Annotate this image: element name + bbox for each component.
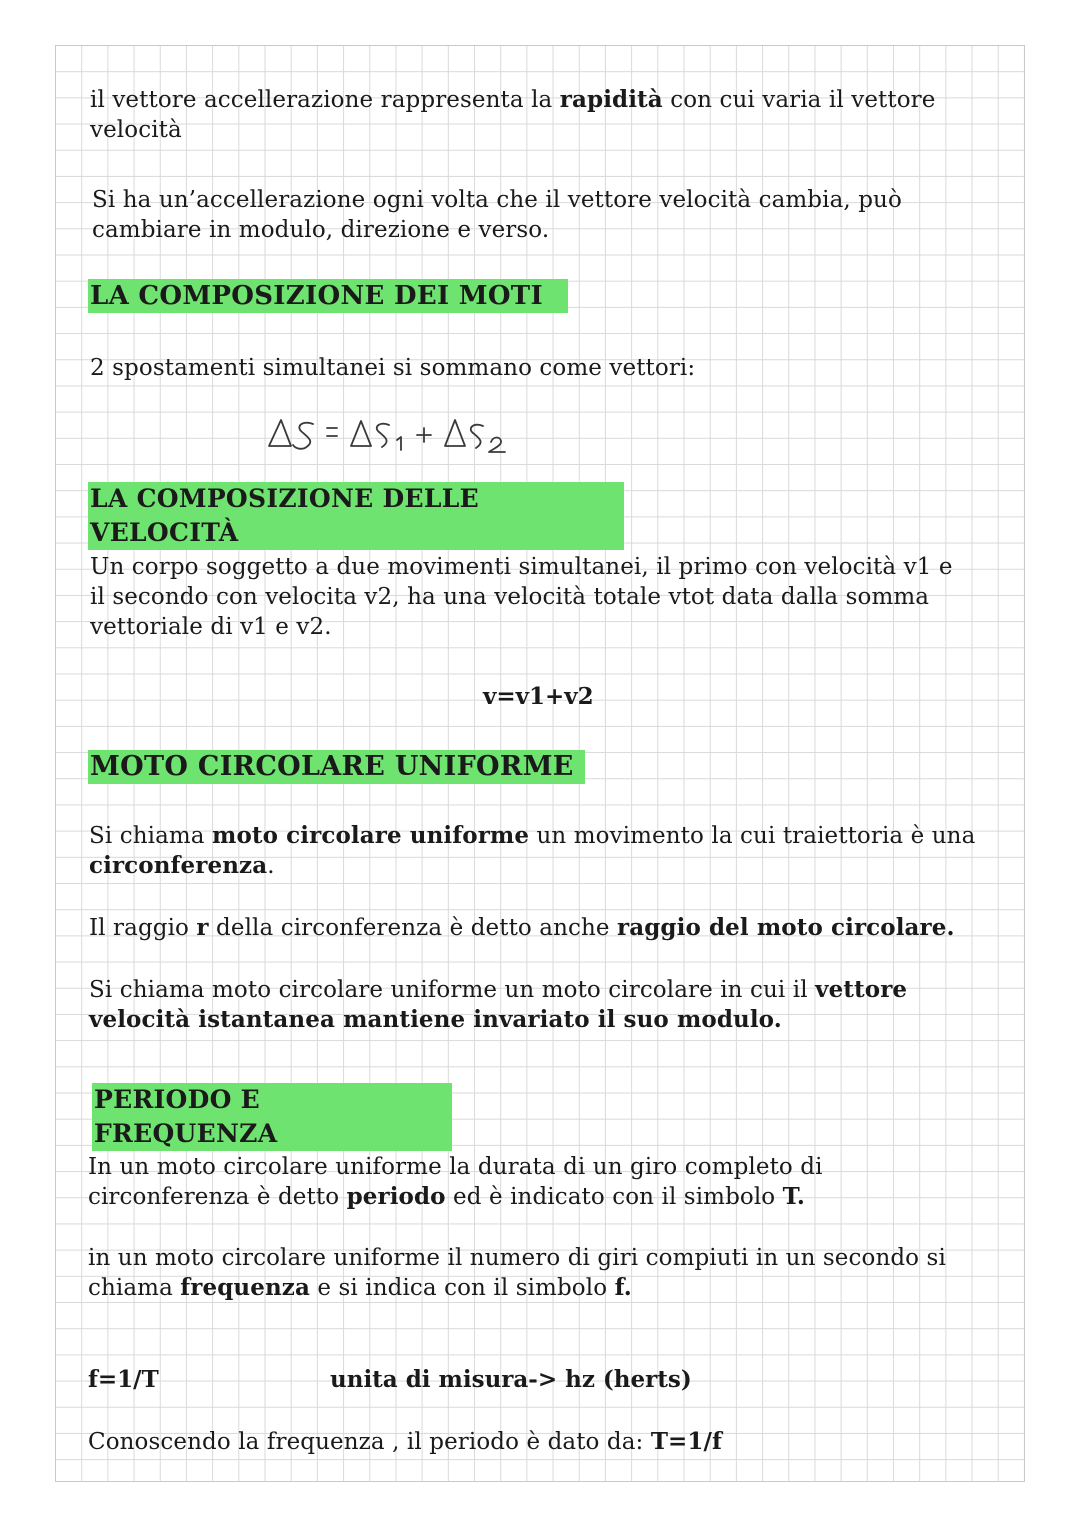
section1-text: 2 spostamenti simultanei si sommano come vettori: (90, 355, 696, 381)
section3-text: un movimento la cui traiettoria è una (529, 823, 976, 849)
bold-formula-periodo: T=1/f (650, 1428, 722, 1455)
intro-text: con cui varia il vettore (662, 87, 936, 113)
section2-text: vettoriale di v1 e v2. (90, 614, 332, 640)
section3-text: Si chiama moto circolare uniforme un moto circolare in cui il (89, 977, 816, 1003)
section3-text: Il raggio (89, 915, 197, 941)
heading-periodo-frequenza: PERIODO E FREQUENZA (92, 1083, 452, 1151)
section3-paragraph-2 (89, 913, 955, 943)
intro-text: il vettore accellerazione rappresenta la (90, 87, 560, 113)
bold-r: r (196, 914, 209, 941)
formula-frequenza: f=1/T (88, 1366, 159, 1393)
section4-text: chiama (88, 1275, 181, 1301)
unita-misura: unita di misura-> hz (herts) (330, 1366, 692, 1393)
intro-bold-rapidita: rapidità (559, 86, 663, 113)
intro-text: cambiare in modulo, direzione e verso. (92, 217, 550, 243)
section4-text: in un moto circolare uniforme il numero di giri compiuti in un secondo si (88, 1245, 946, 1271)
section3-text: . (267, 853, 275, 879)
bold-frequenza: frequenza (180, 1274, 310, 1301)
bold-T: T. (782, 1183, 806, 1210)
handwritten-formula (255, 408, 555, 460)
section4-text: circonferenza è detto (88, 1184, 347, 1210)
section2-text: Un corpo soggetto a due movimenti simultanei, il primo con velocità v1 e (90, 554, 953, 580)
section4-paragraph-1 (88, 1152, 823, 1212)
bold-vettore: vettore (815, 976, 908, 1003)
section3-paragraph-1 (89, 821, 975, 881)
bold-moto-circolare-uniforme: moto circolare uniforme (212, 822, 530, 849)
bold-f: f. (614, 1274, 632, 1301)
section3-text: della circonferenza è detto anche (208, 915, 618, 941)
section4-paragraph-2 (88, 1243, 946, 1303)
section2-text: il secondo con velocita v2, ha una velocità totale vtot data dalla somma (90, 584, 930, 610)
section4-text: e si indica con il simbolo (309, 1275, 615, 1301)
heading-moto-circolare: MOTO CIRCOLARE UNIFORME (88, 750, 585, 784)
intro-text: velocità (90, 117, 182, 143)
bold-velocita-istantanea: velocità istantanea mantiene invariato il suo modulo. (89, 1006, 782, 1033)
section2-paragraph (90, 552, 953, 642)
section4-text: Conoscendo la frequenza , il periodo è dato da: (88, 1429, 651, 1455)
section4-paragraph-3 (88, 1427, 722, 1457)
bold-circonferenza: circonferenza (89, 852, 268, 879)
formula-velocita: v=v1+v2 (483, 683, 594, 710)
intro-paragraph-2 (92, 185, 902, 245)
section3-paragraph-3 (89, 975, 907, 1035)
section4-text: ed è indicato con il simbolo (445, 1184, 783, 1210)
section4-text: In un moto circolare uniforme la durata di un giro completo di (88, 1154, 823, 1180)
bold-raggio: raggio del moto circolare. (617, 914, 955, 941)
heading-composizione-moti: LA COMPOSIZIONE DEI MOTI (88, 279, 568, 313)
heading-composizione-velocita: LA COMPOSIZIONE DELLE VELOCITÀ (88, 482, 624, 550)
intro-text: Si ha un’accellerazione ogni volta che il vettore velocità cambia, può (92, 187, 902, 213)
bold-periodo: periodo (346, 1183, 446, 1210)
intro-paragraph-1 (90, 85, 935, 145)
section3-text: Si chiama (89, 823, 213, 849)
